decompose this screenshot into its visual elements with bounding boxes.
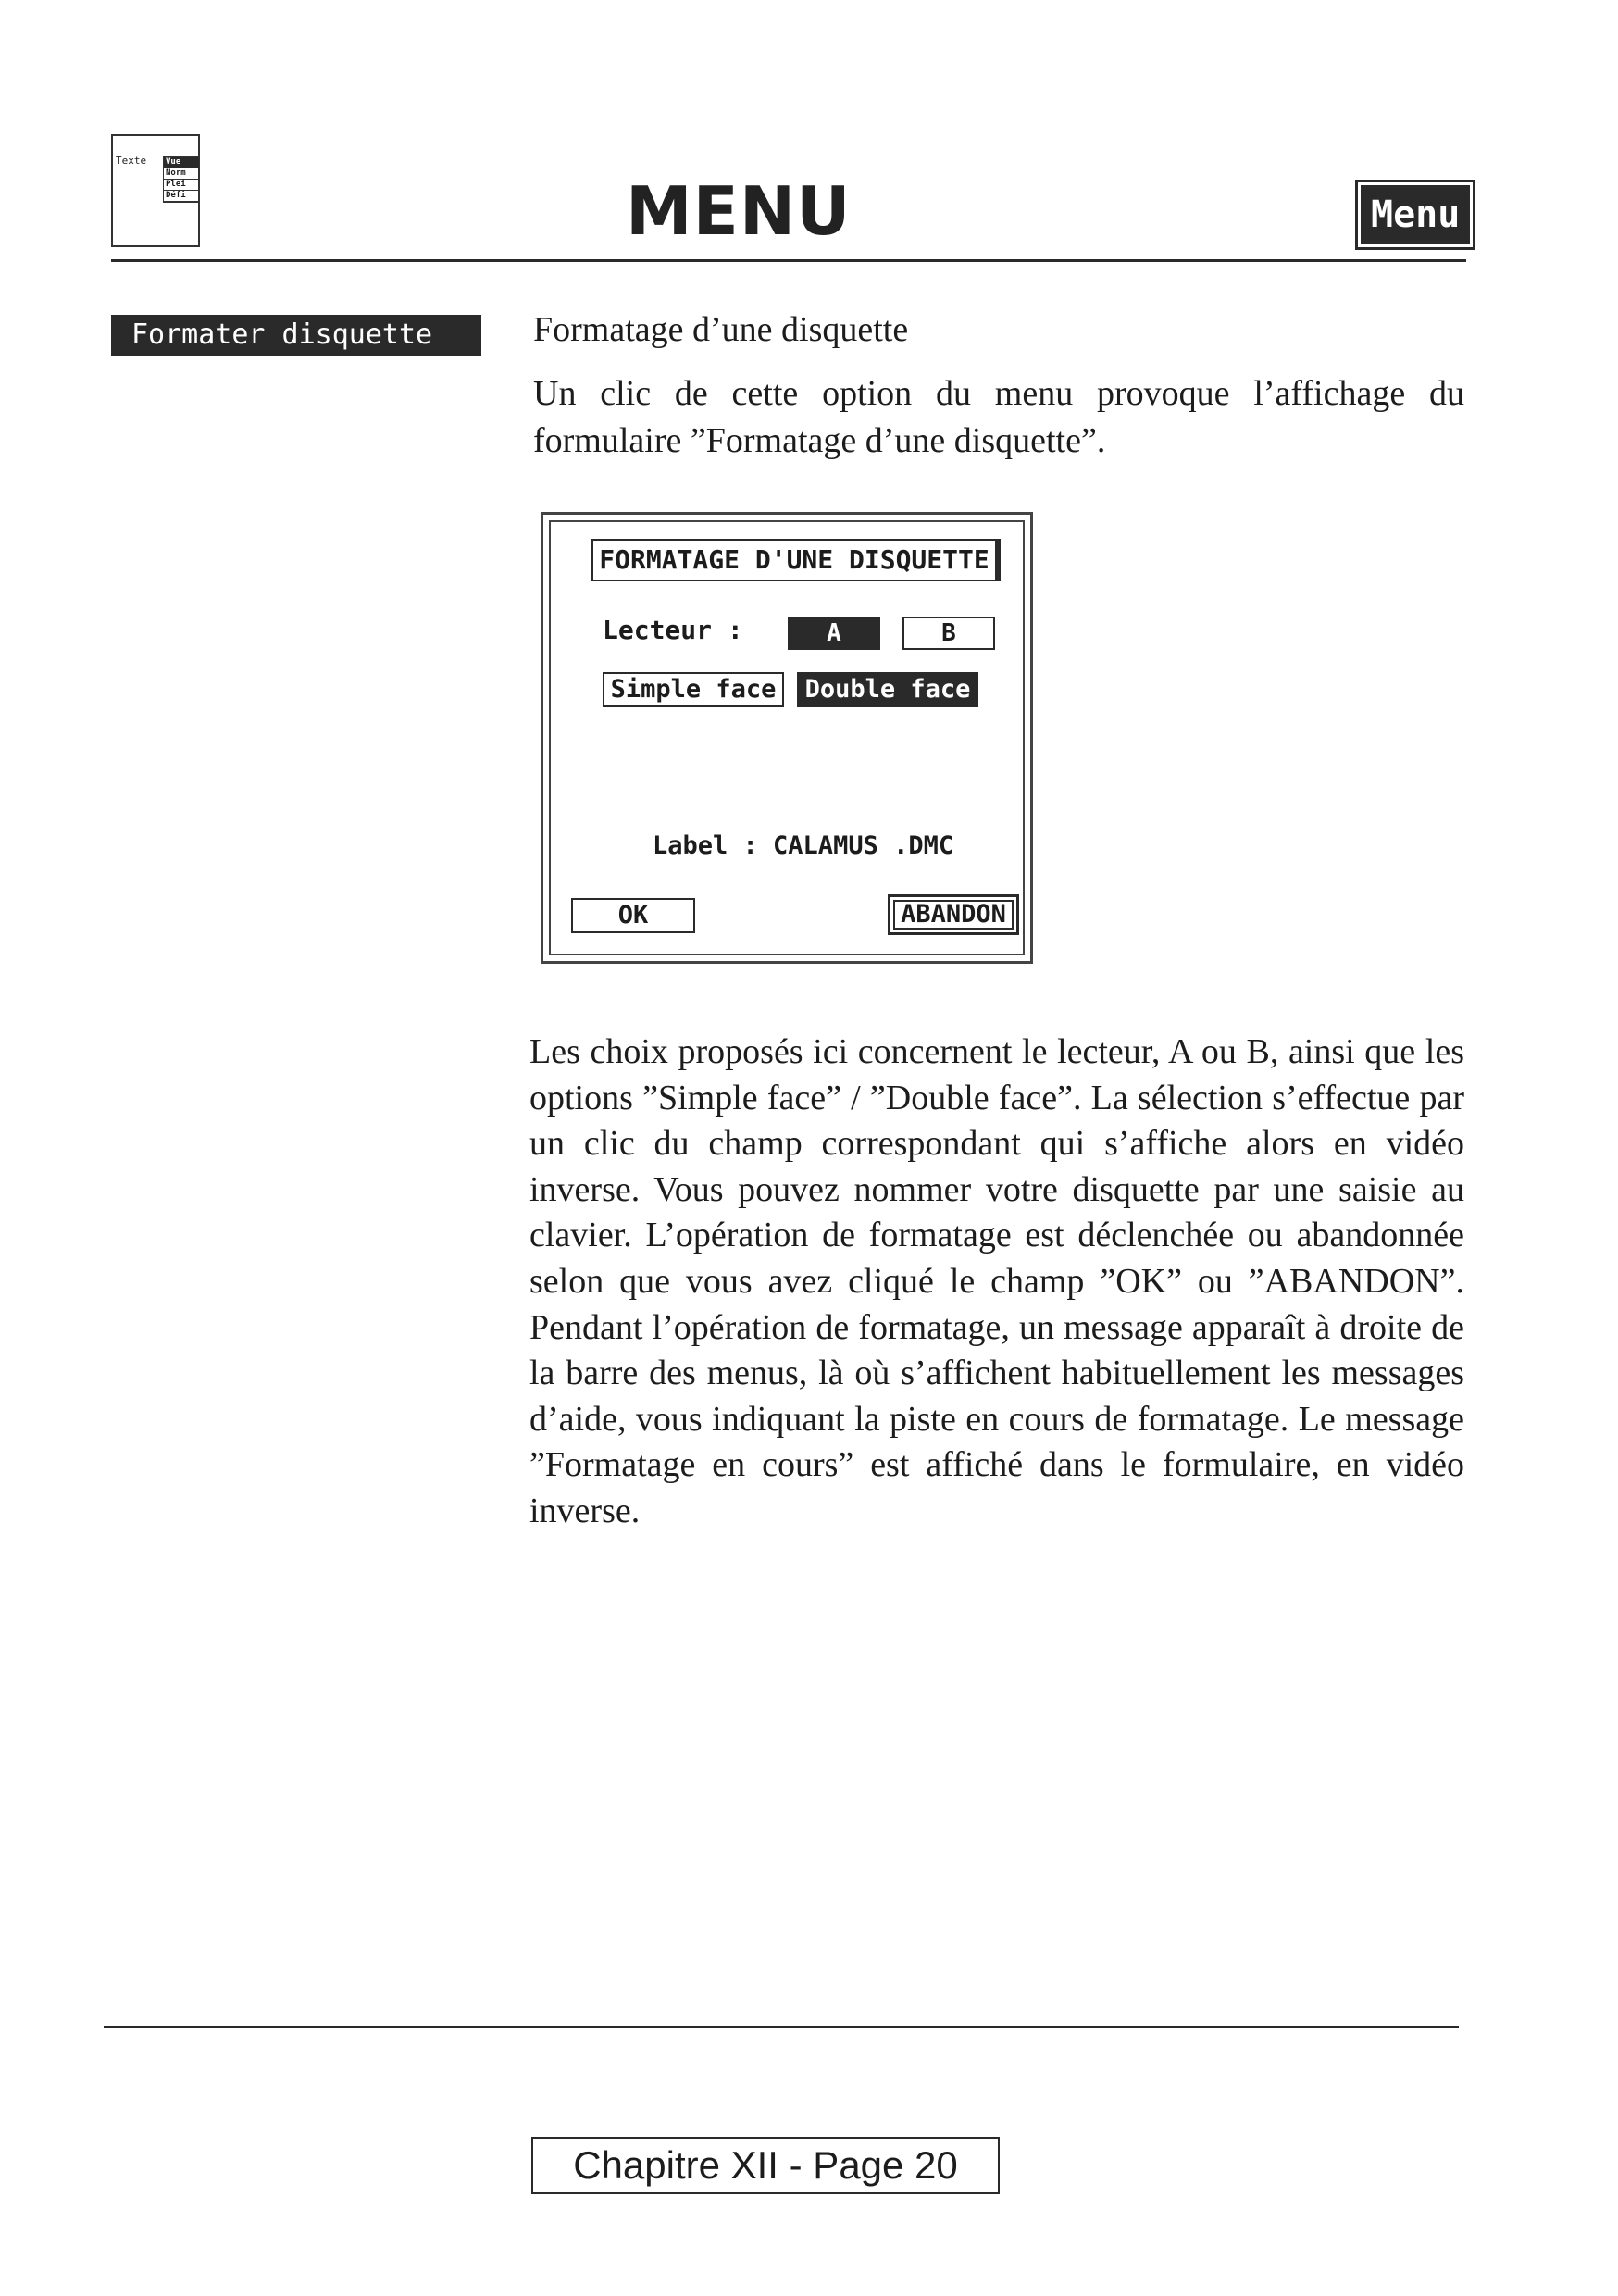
- mini-menu-item: Vue: [164, 157, 199, 168]
- header-divider: [111, 259, 1466, 262]
- double-face-button[interactable]: Double face: [797, 672, 978, 707]
- format-dialog-inner: [549, 520, 1025, 955]
- menu-badge: Menu: [1361, 185, 1470, 244]
- abandon-button[interactable]: ABANDON: [888, 894, 1019, 935]
- disk-label-field[interactable]: Label : CALAMUS .DMC: [653, 831, 954, 860]
- format-dialog: [541, 512, 1033, 964]
- mini-menu-left-label: Texte: [116, 155, 147, 167]
- mini-menu-item: Défi: [164, 191, 199, 202]
- body-paragraph: Les choix proposés ici concernent le lecteur, A ou B, ainsi que les options ”Simple face” / ”Double face”. La sélection s’effectue par un clic du champ correspondant qui s’affiche alors en vidéo inverse. Vous pouvez nommer votre disquette par une saisie au clavier. L’opération de formatage est déclenchée ou abandonnée selon que vous avez cliqué le champ ”OK” ou ”ABANDON”. Pendant l’opération de formatage, un message apparaît à droite de la barre des menus, là où s’affichent habituellement les messages d’aide, vous indiquant la piste en cours de formatage. Le message ”Formatage en cours” est affiché dans le formulaire, en vidéo inverse.: [529, 1032, 1464, 1530]
- drive-b-button[interactable]: B: [902, 617, 995, 650]
- ok-button[interactable]: OK: [571, 898, 695, 933]
- intro-paragraph: Un clic de cette option du menu provoque l’affichage du formulaire ”Formatage d’une disquette”.: [533, 374, 1464, 460]
- section-heading: Formatage d’une disquette: [533, 310, 909, 349]
- mini-menu-column: [163, 156, 200, 203]
- dialog-title: FORMATAGE D'UNE DISQUETTE: [591, 539, 1001, 581]
- simple-face-button[interactable]: Simple face: [603, 672, 784, 707]
- footer-divider: [104, 2026, 1459, 2028]
- section-label: Formater disquette: [111, 315, 481, 356]
- drive-label: Lecteur :: [603, 615, 743, 645]
- mini-menu-item: Norm: [164, 168, 199, 180]
- mini-menu-item: Plei: [164, 180, 199, 191]
- page-title: MENU: [626, 172, 852, 250]
- mini-menu-icon: [111, 134, 200, 247]
- page-footer: Chapitre XII - Page 20: [531, 2137, 1000, 2194]
- drive-a-button[interactable]: A: [788, 617, 880, 650]
